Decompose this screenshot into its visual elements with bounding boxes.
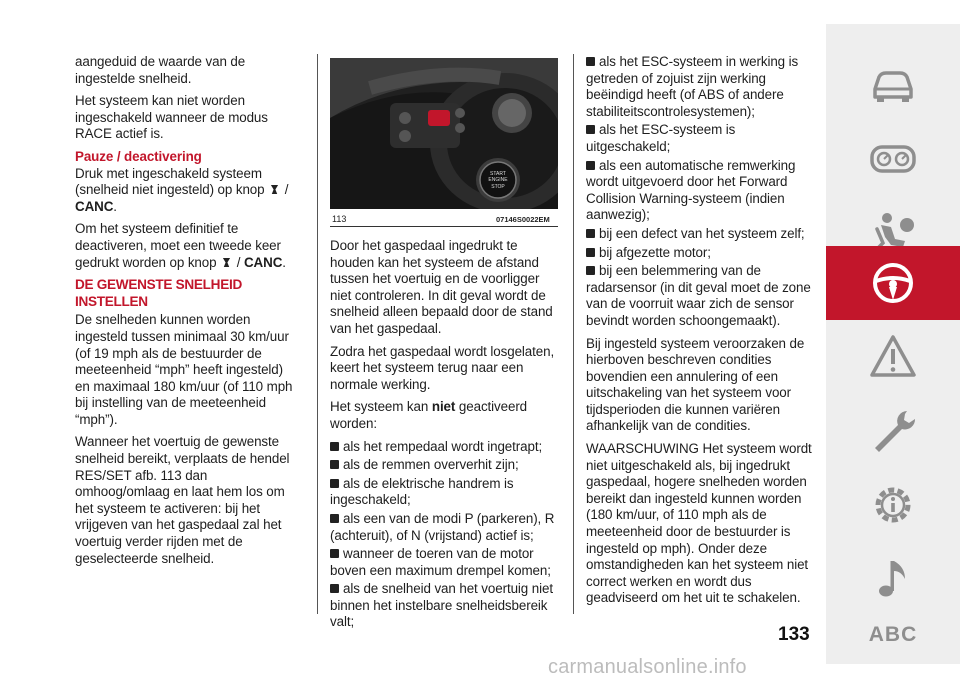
figure-number: 113 xyxy=(332,214,347,224)
paragraph: Door het gaspedaal ingedrukt te houden kan het systeem de afstand tussen het voertuig en de voorligger niet controleren. In dit geval wordt de snelheid alleen bepaald door de stand van het gaspedaal. xyxy=(330,238,553,336)
steering-wheel-icon xyxy=(867,257,919,309)
list-item xyxy=(330,546,562,579)
tab-driving[interactable] xyxy=(826,246,960,320)
paragraph: Zodra het gaspedaal wordt losgelaten, keert het systeem terug naar een normale werking. xyxy=(330,343,555,392)
paragraph: Het systeem kan niet worden ingeschakeld wanneer de modus RACE actief is. xyxy=(75,93,268,142)
paragraph: aangeduid de waarde van de ingestelde snelheid. xyxy=(75,54,246,86)
section-heading: DE GEWENSTE SNELHEID INSTELLEN xyxy=(75,277,242,309)
bullet-icon xyxy=(586,125,595,134)
list-item-text: bij een defect van het systeem zelf; xyxy=(599,225,805,241)
separator: / xyxy=(233,254,244,270)
list-item-text: als de elektrische handrem is ingeschakeld; xyxy=(330,475,514,508)
list-item-text: als de snelheid van het voertuig niet binnen het instelbare snelheidsbereik valt; xyxy=(330,581,553,630)
subheading-pause: Pauze / deactivering xyxy=(75,148,202,164)
list-item xyxy=(330,457,562,474)
paragraph-warning: WAARSCHUWING Het systeem wordt niet uitgeschakeld als, bij ingedrukt gaspedaal, hogere snelheden worden bereikt dan ingesteld kunnen worden (180 km/uur, of 110 mph als de meeteenheid door de bestuurder is ingesteld op mph). Onder deze omstandigheden kan het systeem niet correct werken en wordt dus geadviseerd om het uit te schakelen. xyxy=(586,441,812,606)
chapter-sidebar xyxy=(826,24,960,664)
bullet-icon xyxy=(330,442,339,451)
list-item-text: als het ESC-systeem is uitgeschakeld; xyxy=(586,122,736,154)
list-item xyxy=(586,54,816,120)
text-column-2 xyxy=(330,238,562,633)
abc-index-label: ABC xyxy=(868,623,918,646)
bullet-icon xyxy=(586,57,595,66)
bullet-icon xyxy=(586,229,595,238)
red-button xyxy=(428,110,450,126)
list-item xyxy=(586,245,816,262)
column-divider xyxy=(317,54,318,614)
tab-maintenance[interactable] xyxy=(826,394,960,468)
list-item-text: bij afgezette motor; xyxy=(599,244,711,260)
separator: / xyxy=(281,182,289,198)
list-item xyxy=(586,122,816,155)
paragraph-not-activated xyxy=(330,399,562,432)
engine-label: ENGINE xyxy=(488,177,508,183)
bullet-icon xyxy=(586,161,595,170)
paragraph: De snelheden kunnen worden ingesteld tussen minimaal 30 km/uur (of 19 mph als de bestuurder de meeteenheid “mph” heeft ingesteld) en maximaal 180 km/uur (of 110 mph bij instelling van de meeteenheid “mph”). xyxy=(75,312,293,427)
list-item-text: als de remmen oververhit zijn; xyxy=(343,457,519,473)
bullet-icon xyxy=(330,549,339,558)
tab-dashboard[interactable] xyxy=(826,122,960,196)
page-number: 133 xyxy=(778,624,810,645)
paragraph-text: Om het systeem definitief te deactiveren, moet een tweede keer gedrukt worden op knop xyxy=(75,221,281,270)
speedometer-symbol-icon xyxy=(270,184,279,195)
car-icon xyxy=(867,59,919,111)
text-column-1 xyxy=(75,54,297,573)
paragraph-text: Het systeem kan xyxy=(330,399,432,415)
tab-index[interactable] xyxy=(826,598,960,672)
list-item xyxy=(330,439,562,456)
list-item xyxy=(586,158,816,224)
list-item xyxy=(330,581,562,631)
dashboard-gauges-icon xyxy=(867,133,919,185)
list-item-text: bij een belemmering van de radarsensor (in dit geval moet de zone van de voorruit waar zich de sensor bevindt worden schoongemaakt). xyxy=(586,263,811,328)
bullet-icon xyxy=(330,584,339,593)
list-item xyxy=(330,476,562,509)
warning-triangle-icon xyxy=(867,331,919,383)
canc-label: CANC xyxy=(243,254,283,270)
bullet-icon xyxy=(330,479,339,488)
tab-warnings[interactable] xyxy=(826,320,960,394)
punctuation: . xyxy=(282,254,286,270)
punctuation: . xyxy=(113,198,117,214)
paragraph-text: Druk met ingeschakeld systeem (snelheid niet ingesteld) op knop xyxy=(75,165,265,198)
column-divider xyxy=(573,54,574,614)
list-item xyxy=(586,263,816,329)
tab-technical[interactable] xyxy=(826,468,960,542)
list-item-text: als het rempedaal wordt ingetrapt; xyxy=(343,438,543,454)
paragraph: Bij ingesteld systeem veroorzaken de hierboven beschreven condities bovendien een annulering of een uitschakeling van het systeem voor tijdsperioden die kunnen variëren afhankelijk van de condities. xyxy=(586,335,805,434)
bold-text: niet xyxy=(431,399,456,415)
list-item-text: als het ESC-systeem in werking is getreden of zojuist zijn werking beëindigd heeft (of ABS of andere stabiliteitscontrolesystemen); xyxy=(586,54,799,119)
paragraph-text: geactiveerd worden: xyxy=(330,399,528,431)
bullet-icon xyxy=(330,514,339,523)
text-column-3 xyxy=(586,54,816,613)
canc-label: CANC xyxy=(75,198,114,214)
start-label: START xyxy=(490,171,506,177)
list-item xyxy=(330,511,562,544)
figure-code: 07146S0022EM xyxy=(496,215,550,224)
speedometer-symbol-icon xyxy=(222,257,231,268)
steering-wheel-illustration xyxy=(330,58,558,209)
paragraph-deactivate xyxy=(75,221,297,271)
paragraph-pause xyxy=(75,166,297,216)
figure-rule xyxy=(330,226,558,227)
bullet-icon xyxy=(586,248,595,257)
bullet-icon xyxy=(330,460,339,469)
gear-info-icon xyxy=(867,479,919,531)
stop-label: STOP xyxy=(491,184,505,190)
wrench-icon xyxy=(867,405,919,457)
list-item xyxy=(586,226,816,243)
tab-car[interactable] xyxy=(826,48,960,122)
paragraph: Wanneer het voertuig de gewenste snelheid bereikt, verplaats de hendel RES/SET afb. 113 dan omhoog/omlaag en laat hem los om het systeem te activeren: bij het vrijgeven van het gaspedaal zal het voertuig verder rijden met de geselecteerde snelheid. xyxy=(75,434,290,566)
list-item-text: als een automatische remwerking wordt uitgevoerd door het Forward Collision Warning-systeem (indien aanwezig); xyxy=(586,157,796,223)
bullet-icon xyxy=(586,266,595,275)
figure-steering-wheel-photo xyxy=(330,58,558,209)
list-item-text: als een van de modi P (parkeren), R (achteruit), of N (vrijstand) actief is; xyxy=(330,510,555,543)
list-item-text: wanneer de toeren van de motor boven een maximum drempel komen; xyxy=(330,546,551,578)
watermark: carmanualsonline.info xyxy=(548,656,747,678)
